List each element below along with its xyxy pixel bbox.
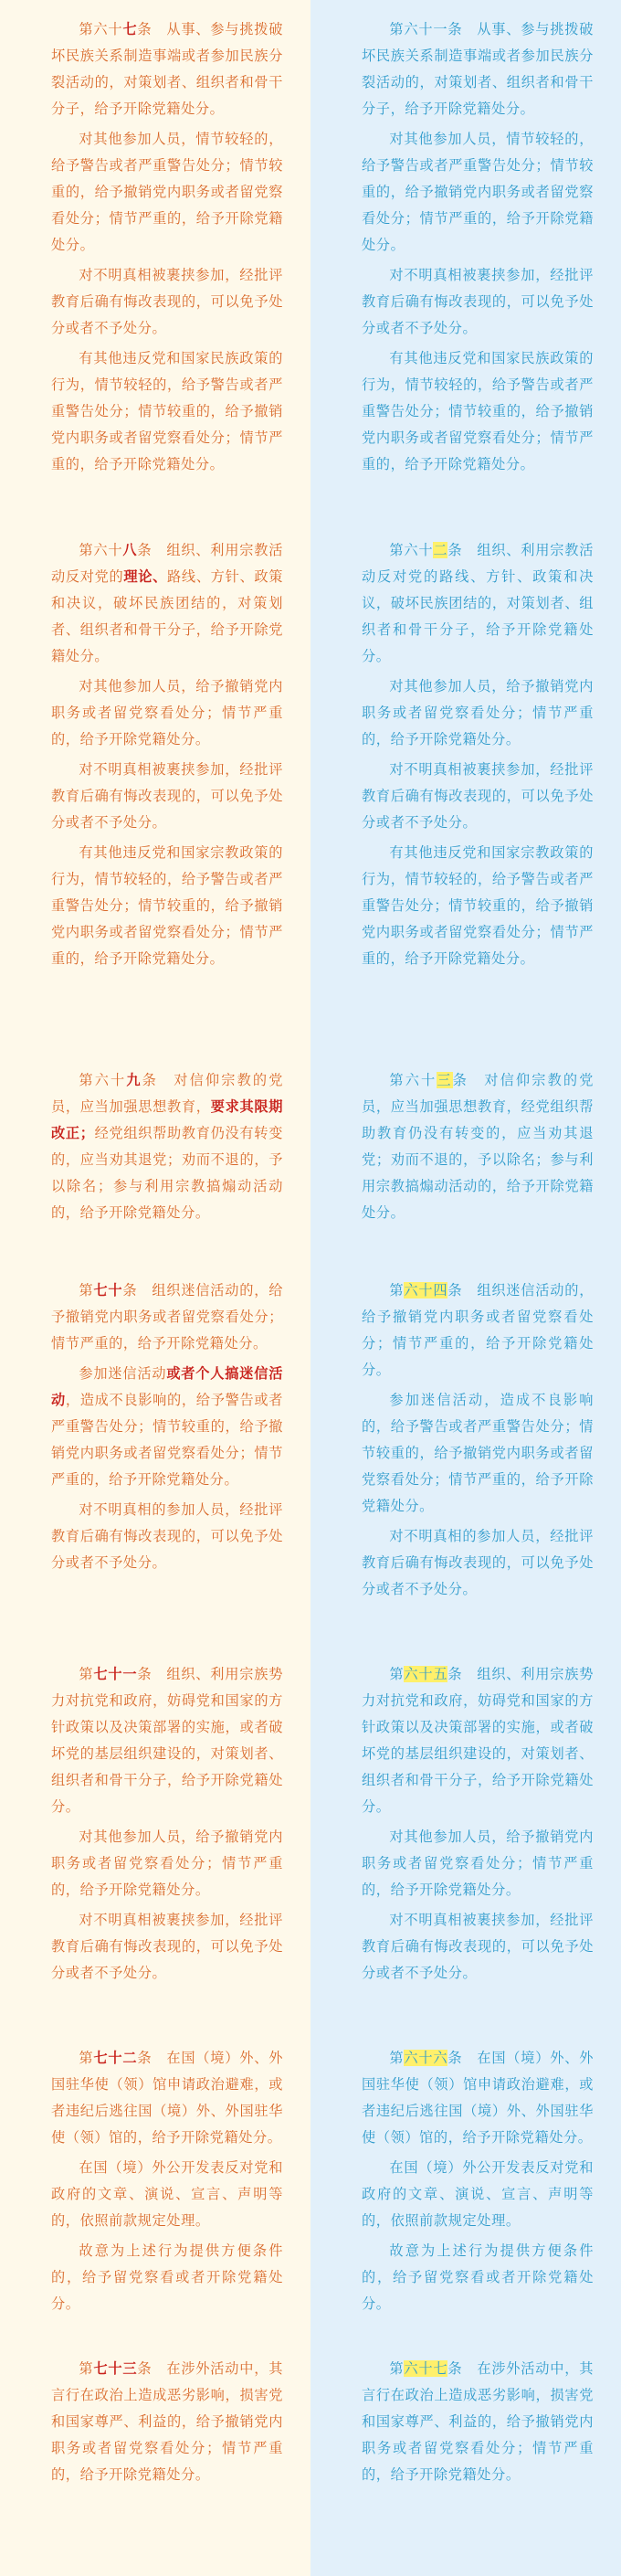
article-3 <box>51 1067 283 1230</box>
article-paragraph <box>362 673 594 753</box>
text-run: 对其他参加人员，情节较轻的，给予警告或者严重警告处分；情节较重的，给予撤销党内职务或者留党察看处分；情节严重的，给予开除党籍处分。 <box>362 131 594 253</box>
article-heading-paragraph <box>51 16 283 122</box>
text-run: 第 <box>389 1666 405 1682</box>
text-run: 第 <box>79 1282 94 1299</box>
article-paragraph <box>51 126 283 259</box>
highlighted-number: 六十四 <box>404 1282 448 1299</box>
emphasis-text: 或者个人搞迷信活动 <box>51 1365 283 1408</box>
text-run: 对其他参加人员，给予撤销党内职务或者留党察看处分；情节严重的，给予开除党籍处分。 <box>362 678 594 747</box>
text-run: 对其他参加人员，给予撤销党内职务或者留党察看处分；情节严重的，给予开除党籍处分。 <box>51 1829 283 1898</box>
article-paragraph <box>362 1907 594 1987</box>
text-run: 路线、方针、政策和决议，破坏民族团结的，对策划者、组织者和骨干分子，给予开除党籍处分。 <box>51 568 283 664</box>
article-paragraph <box>51 1497 283 1576</box>
text-run: 对不明真相被裹挟参加，经批评教育后确有悔改表现的，可以免予处分或者不予处分。 <box>51 761 283 831</box>
text-run: 第 <box>389 2360 405 2377</box>
article-1 <box>362 16 594 482</box>
article-paragraph <box>362 345 594 478</box>
text-run: 条 组织迷信活动的，给予撤销党内职务或者留党察看处分；情节严重的，给予开除党籍处分。 <box>362 1282 595 1378</box>
text-run: 第六十 <box>389 1072 437 1088</box>
text-run: 对不明真相被裹挟参加，经批评教育后确有悔改表现的，可以免予处分或者不予处分。 <box>51 1912 283 1981</box>
article-7 <box>51 2356 283 2492</box>
article-heading-paragraph <box>51 2045 283 2151</box>
text-run: 条 组织、利用宗教活动反对党的路线、方针、政策和决议，破坏民族团结的，对策划者、组织者和骨干分子，给予开除党籍处分。 <box>362 542 595 664</box>
article-2 <box>51 537 283 976</box>
article-heading-paragraph <box>362 1661 594 1820</box>
text-run: 第 <box>79 1666 94 1682</box>
text-run: ，造成不良影响的，给予警告或者严重警告处分；情节较重的，给予撤销党内职务或者留党察看处分；情节严重的，给予开除党籍处分。 <box>51 1392 284 1488</box>
article-heading-paragraph <box>51 1067 283 1226</box>
text-run: 经党组织帮助教育仍没有转变的，应当劝其退党；劝而不退的，予以除名；参与利用宗教搞煽动活动的，给予开除党籍处分。 <box>51 1125 283 1221</box>
text-run: 在国（境）外公开发表反对党和政府的文章、演说、宣言、声明等的，依照前款规定处理。 <box>362 2159 594 2229</box>
emphasis-text: 七十一 <box>93 1666 138 1682</box>
article-paragraph <box>51 262 283 342</box>
emphasis-text: 八 <box>122 542 138 558</box>
highlighted-number: 六十六 <box>404 2050 448 2066</box>
text-run: 对不明真相被裹挟参加，经批评教育后确有悔改表现的，可以免予处分或者不予处分。 <box>362 267 594 336</box>
text-run: 对不明真相的参加人员，经批评教育后确有悔改表现的，可以免予处分或者不予处分。 <box>362 1528 594 1597</box>
article-heading-paragraph <box>362 1067 594 1226</box>
article-3 <box>362 1067 594 1230</box>
article-4 <box>51 1277 283 1580</box>
article-heading-paragraph <box>362 2356 594 2488</box>
highlighted-number: 六十七 <box>404 2360 448 2377</box>
text-run: 第 <box>79 2360 94 2377</box>
article-paragraph <box>362 757 594 836</box>
text-run: 条 从事、参与挑拨破坏民族关系制造事端或者参加民族分裂活动的，对策划者、组织者和骨干分子，给予开除党籍处分。 <box>51 21 284 117</box>
text-run: 第 <box>389 2050 405 2066</box>
article-paragraph <box>362 2238 594 2317</box>
text-run: 对不明真相被裹挟参加，经批评教育后确有悔改表现的，可以免予处分或者不予处分。 <box>51 267 283 336</box>
emphasis-text: 七十三 <box>93 2360 138 2377</box>
article-5 <box>362 1661 594 1990</box>
text-run: 条 在涉外活动中，其言行在政治上造成恶劣影响，损害党和国家尊严、利益的，给予撤销党内职务或者留党察看处分；情节严重的，给予开除党籍处分。 <box>362 2360 595 2483</box>
article-paragraph <box>51 2155 283 2234</box>
text-run: 对其他参加人员，给予撤销党内职务或者留党察看处分；情节严重的，给予开除党籍处分。 <box>51 678 283 747</box>
text-run: 有其他违反党和国家宗教政策的行为，情节较轻的，给予警告或者严重警告处分；情节较重的，给予撤销党内职务或者留党察看处分；情节严重的，给予开除党籍处分。 <box>51 844 283 967</box>
text-run: 条 组织、利用宗族势力对抗党和政府，妨碍党和国家的方针政策以及决策部署的实施，或者破坏党的基层组织建设的，对策划者、组织者和骨干分子，给予开除党籍处分。 <box>51 1666 284 1815</box>
article-heading-paragraph <box>362 1277 594 1383</box>
left-column <box>0 0 310 2576</box>
text-run: 对不明真相被裹挟参加，经批评教育后确有悔改表现的，可以免予处分或者不予处分。 <box>362 761 594 831</box>
article-6 <box>362 2045 594 2321</box>
text-run: 条 对信仰宗教的党员，应当加强思想教育，经党组织帮助教育仍没有转变的，应当劝其退党；劝而不退的，予以除名；参与利用宗教搞煽动活动的，给予开除党籍处分。 <box>362 1072 594 1221</box>
article-heading-paragraph <box>362 16 594 122</box>
emphasis-text: 理论、 <box>123 568 168 585</box>
text-run: 对不明真相被裹挟参加，经批评教育后确有悔改表现的，可以免予处分或者不予处分。 <box>362 1912 594 1981</box>
text-run: 第六十 <box>389 542 434 558</box>
article-paragraph <box>51 1361 283 1493</box>
emphasis-text: 七十二 <box>93 2050 138 2066</box>
text-run: 条 组织、利用宗教活动反对党的 <box>51 542 284 585</box>
article-5 <box>51 1661 283 1990</box>
highlighted-number: 三 <box>437 1072 453 1088</box>
article-paragraph <box>362 1523 594 1603</box>
article-6 <box>51 2045 283 2321</box>
article-paragraph <box>51 345 283 478</box>
text-run: 参加迷信活动，造成不良影响的，给予警告或者严重警告处分；情节较重的，给予撤销党内职务或者留党察看处分；情节严重的，给予开除党籍处分。 <box>362 1392 594 1514</box>
text-run: 第六十 <box>79 542 123 558</box>
article-paragraph <box>51 673 283 753</box>
text-run: 故意为上述行为提供方便条件的，给予留党察看或者开除党籍处分。 <box>362 2242 594 2312</box>
highlighted-number: 六十五 <box>404 1666 448 1682</box>
text-run: 条 在国（境）外、外国驻华使（领）馆申请政治避难，或者违纪后逃往国（境）外、外国驻华使（领）馆的，给予开除党籍处分。 <box>362 2050 595 2146</box>
article-2 <box>362 537 594 976</box>
text-run: 故意为上述行为提供方便条件的，给予留党察看或者开除党籍处分。 <box>51 2242 283 2312</box>
text-run: 第六十 <box>79 1072 127 1088</box>
article-paragraph <box>362 2155 594 2234</box>
article-paragraph <box>51 1824 283 1903</box>
text-run: 条 在国（境）外、外国驻华使（领）馆申请政治避难，或者违纪后逃往国（境）外、外国驻华使（领）馆的，给予开除党籍处分。 <box>51 2050 284 2146</box>
article-heading-paragraph <box>51 1277 283 1357</box>
article-heading-paragraph <box>362 537 594 670</box>
emphasis-text: 七十 <box>93 1282 123 1299</box>
text-run: 第六十一条 从事、参与挑拨破坏民族关系制造事端或者参加民族分裂活动的，对策划者、组织者和骨干分子，给予开除党籍处分。 <box>362 21 594 117</box>
article-paragraph <box>362 840 594 972</box>
article-heading-paragraph <box>362 2045 594 2151</box>
article-paragraph <box>51 840 283 972</box>
text-run: 在国（境）外公开发表反对党和政府的文章、演说、宣言、声明等的，依照前款规定处理。 <box>51 2159 283 2229</box>
text-run: 第六十 <box>79 21 123 37</box>
article-heading-paragraph <box>51 1661 283 1820</box>
article-paragraph <box>51 757 283 836</box>
article-1 <box>51 16 283 482</box>
article-paragraph <box>362 1387 594 1520</box>
text-run: 有其他违反党和国家民族政策的行为，情节较轻的，给予警告或者严重警告处分；情节较重的，给予撤销党内职务或者留党察看处分；情节严重的，给予开除党籍处分。 <box>51 350 283 472</box>
text-run: 参加迷信活动 <box>79 1365 167 1382</box>
article-paragraph <box>362 126 594 259</box>
text-run: 第 <box>389 1282 405 1299</box>
article-paragraph <box>51 1907 283 1987</box>
article-paragraph <box>362 262 594 342</box>
highlighted-number: 二 <box>433 542 448 558</box>
text-run: 条 对信仰宗教的党员，应当加强思想教育， <box>51 1072 283 1115</box>
text-run: 对其他参加人员，情节较轻的，给予警告或者严重警告处分；情节较重的，给予撤销党内职务或者留党察看处分；情节严重的，给予开除党籍处分。 <box>51 131 283 253</box>
article-4 <box>362 1277 594 1606</box>
article-paragraph <box>362 1824 594 1903</box>
text-run: 条 在涉外活动中，其言行在政治上造成恶劣影响，损害党和国家尊严、利益的，给予撤销党内职务或者留党察看处分；情节严重的，给予开除党籍处分。 <box>51 2360 284 2483</box>
text-run: 有其他违反党和国家宗教政策的行为，情节较轻的，给予警告或者严重警告处分；情节较重的，给予撤销党内职务或者留党察看处分；情节严重的，给予开除党籍处分。 <box>362 844 594 967</box>
text-run: 条 组织、利用宗族势力对抗党和政府，妨碍党和国家的方针政策以及决策部署的实施，或者破坏党的基层组织建设的，对策划者、组织者和骨干分子，给予开除党籍处分。 <box>362 1666 595 1815</box>
text-run: 第 <box>79 2050 94 2066</box>
emphasis-text: 要求其限期改正； <box>51 1098 283 1141</box>
article-7 <box>362 2356 594 2492</box>
text-run: 条 组织迷信活动的，给予撤销党内职务或者留党察看处分；情节严重的，给予开除党籍处分。 <box>51 1282 284 1352</box>
text-run: 有其他违反党和国家民族政策的行为，情节较轻的，给予警告或者严重警告处分；情节较重的，给予撤销党内职务或者留党察看处分；情节严重的，给予开除党籍处分。 <box>362 350 594 472</box>
article-paragraph <box>51 2238 283 2317</box>
right-column <box>310 0 621 2576</box>
article-heading-paragraph <box>51 537 283 670</box>
text-run: 对其他参加人员，给予撤销党内职务或者留党察看处分；情节严重的，给予开除党籍处分。 <box>362 1829 594 1898</box>
emphasis-text: 七 <box>122 21 138 37</box>
text-run: 对不明真相的参加人员，经批评教育后确有悔改表现的，可以免予处分或者不予处分。 <box>51 1501 283 1571</box>
article-heading-paragraph <box>51 2356 283 2488</box>
emphasis-text: 九 <box>126 1072 142 1088</box>
